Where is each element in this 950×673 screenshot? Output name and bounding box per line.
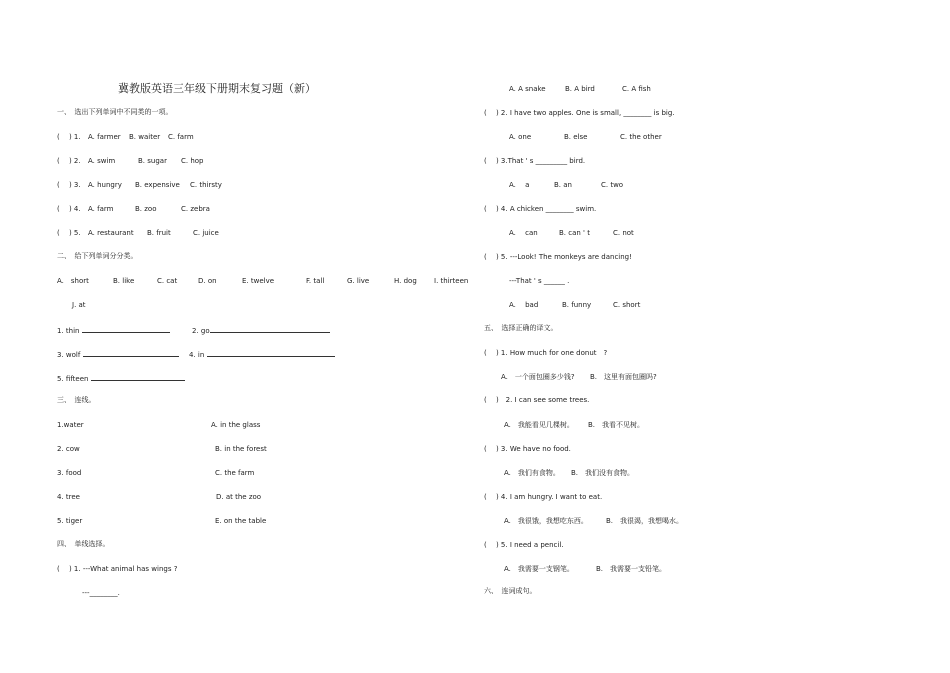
sec5-q1-b: B. 这里有面包圈吗? bbox=[590, 373, 657, 381]
sec5-q5: ( ) 5. I need a pencil. bbox=[484, 541, 564, 549]
blank-line-5 bbox=[57, 373, 185, 384]
sec4-q2-opt: A. one bbox=[509, 133, 532, 141]
word-option: B. like bbox=[113, 277, 135, 285]
match-left-item: 5. tiger bbox=[57, 517, 83, 525]
blank-label: 2. go bbox=[192, 327, 210, 335]
sec4-q1-opt: C. A fish bbox=[622, 85, 651, 93]
blank-line-4 bbox=[189, 349, 335, 360]
word-option: I. thirteen bbox=[434, 277, 469, 285]
sec5-q3-b: B. 我们没有食物。 bbox=[571, 469, 635, 477]
sec4-q2-opt: B. else bbox=[564, 133, 588, 141]
match-right-item: B. in the forest bbox=[215, 445, 267, 453]
sec4-q5: ( ) 5. ---Look! The monkeys are dancing! bbox=[484, 253, 632, 261]
sec5-q1-a: A. 一个面包圈多少钱? bbox=[501, 373, 575, 381]
word-option: E. twelve bbox=[242, 277, 275, 285]
match-right-item: D. at the zoo bbox=[216, 493, 262, 501]
blank-line-1 bbox=[57, 325, 170, 336]
sec1-q1-b: B. waiter bbox=[129, 133, 161, 141]
sec5-q2-b: B. 我看不见树。 bbox=[588, 421, 645, 429]
sec1-q3-c: C. thirsty bbox=[190, 181, 222, 189]
answer-line bbox=[210, 325, 330, 333]
word-option: J. at bbox=[72, 301, 86, 309]
sec1-q2-b: B. sugar bbox=[138, 157, 167, 165]
sec1-q1-a: A. farmer bbox=[88, 133, 121, 141]
match-left-item: 2. cow bbox=[57, 445, 80, 453]
sec4-q3: ( ) 3.That ' s _________ bird. bbox=[484, 157, 586, 165]
section-6-heading: 六、 连词成句。 bbox=[484, 587, 537, 595]
section-2-heading: 二、 给下列单词分分类。 bbox=[57, 252, 138, 260]
sec4-q3-opt: C. two bbox=[601, 181, 624, 189]
sec4-q4-opt: B. can ' t bbox=[559, 229, 590, 237]
section-1-heading: 一、 选出下列单词中不同类的一项。 bbox=[57, 108, 173, 116]
sec4-q5-opt: B. funny bbox=[562, 301, 592, 309]
sec1-q2-a: A. swim bbox=[88, 157, 116, 165]
sec1-q5-a: A. restaurant bbox=[88, 229, 134, 237]
blank-line-2 bbox=[192, 325, 330, 336]
sec5-q5-a: A. 我需要一支钢笔。 bbox=[504, 565, 574, 573]
sec4-q1: ( ) 1. ---What animal has wings ? bbox=[57, 565, 178, 573]
answer-line bbox=[207, 349, 335, 357]
sec1-q5-c: C. juice bbox=[193, 229, 219, 237]
word-option: A. short bbox=[57, 277, 89, 285]
blank-label: 4. in bbox=[189, 351, 205, 359]
word-option: F. tall bbox=[306, 277, 325, 285]
sec1-q3-b: B. expensive bbox=[135, 181, 180, 189]
sec4-q3-opt: B. an bbox=[554, 181, 572, 189]
word-option: H. dog bbox=[394, 277, 417, 285]
sec4-q5-opt: A. bad bbox=[509, 301, 539, 309]
sec4-q1-opt: B. A bird bbox=[565, 85, 595, 93]
sec1-q4-b: B. zoo bbox=[135, 205, 157, 213]
match-left-item: 4. tree bbox=[57, 493, 80, 501]
sec1-q4-a: A. farm bbox=[88, 205, 114, 213]
sec5-q4-a: A. 我很饿，我想吃东西。 bbox=[504, 517, 588, 525]
blank-line-3 bbox=[57, 349, 179, 360]
word-option: C. cat bbox=[157, 277, 178, 285]
sec1-q5-b: B. fruit bbox=[147, 229, 171, 237]
sec1-q3-num: ( ) 3. bbox=[57, 181, 81, 189]
sec1-q1-num: ( ) 1. bbox=[57, 133, 81, 141]
blank-label: 5. fifteen bbox=[57, 375, 89, 383]
sec1-q3-a: A. hungry bbox=[88, 181, 122, 189]
match-left-item: 1.water bbox=[57, 421, 84, 429]
sec1-q4-c: C. zebra bbox=[181, 205, 210, 213]
sec5-q2: ( ) 2. I can see some trees. bbox=[484, 396, 590, 404]
word-option: G. live bbox=[347, 277, 370, 285]
sec1-q4-num: ( ) 4. bbox=[57, 205, 81, 213]
sec1-q1-c: C. farm bbox=[168, 133, 194, 141]
sec5-q3-a: A. 我们有食物。 bbox=[504, 469, 560, 477]
sec1-q2-num: ( ) 2. bbox=[57, 157, 81, 165]
sec4-q2-opt: C. the other bbox=[620, 133, 662, 141]
section-4-heading: 四、 单线选择。 bbox=[57, 540, 110, 548]
answer-line bbox=[91, 373, 185, 381]
match-right-item: E. on the table bbox=[215, 517, 267, 525]
sec4-q1-opt: A. A snake bbox=[509, 85, 546, 93]
sec5-q4-b: B. 我很渴，我想喝水。 bbox=[606, 517, 684, 525]
word-option: D. on bbox=[198, 277, 217, 285]
sec4-q3-opt: A. a bbox=[509, 181, 530, 189]
match-right-item: A. in the glass bbox=[211, 421, 261, 429]
sec4-q4-opt: C. not bbox=[613, 229, 634, 237]
sec5-q5-b: B. 我需要一支铅笔。 bbox=[596, 565, 667, 573]
sec1-q2-c: C. hop bbox=[181, 157, 204, 165]
match-right-item: C. the farm bbox=[215, 469, 255, 477]
sec5-q2-a: A. 我能看见几棵树。 bbox=[504, 421, 574, 429]
sec4-q4: ( ) 4. A chicken ________ swim. bbox=[484, 205, 597, 213]
sec5-q4: ( ) 4. I am hungry. I want to eat. bbox=[484, 493, 603, 501]
sec4-q4-opt: A. can bbox=[509, 229, 538, 237]
sec1-q5-num: ( ) 5. bbox=[57, 229, 81, 237]
page-title: 冀教版英语三年级下册期末复习题（新） bbox=[118, 82, 316, 95]
match-left-item: 3. food bbox=[57, 469, 82, 477]
answer-line bbox=[82, 325, 170, 333]
blank-label: 3. wolf bbox=[57, 351, 81, 359]
sec5-q3: ( ) 3. We have no food. bbox=[484, 445, 571, 453]
sec4-q2: ( ) 2. I have two apples. One is small, ________ is big. bbox=[484, 109, 675, 117]
section-3-heading: 三、 连线。 bbox=[57, 396, 96, 404]
answer-line bbox=[83, 349, 179, 357]
sec4-q5-opt: C. short bbox=[613, 301, 641, 309]
blank-label: 1. thin bbox=[57, 327, 80, 335]
sec4-q1-answer: ---________. bbox=[82, 589, 120, 597]
sec5-q1: ( ) 1. How much for one donut ? bbox=[484, 349, 608, 357]
sec4-q5-answer: ---That ' s ______ . bbox=[509, 277, 570, 285]
section-5-heading: 五、 选择正确的译文。 bbox=[484, 324, 558, 332]
